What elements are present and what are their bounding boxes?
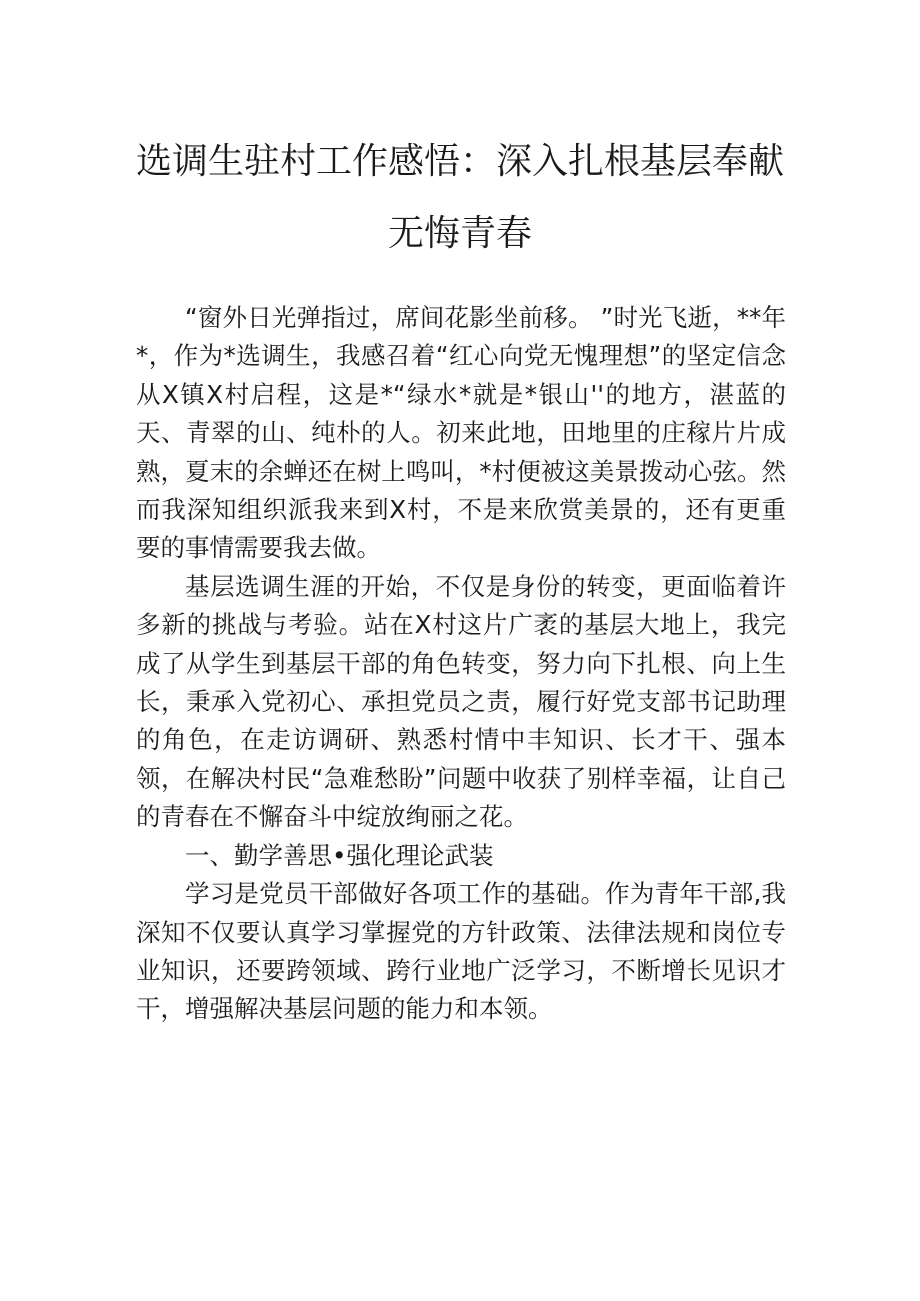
paragraph: 学习是党员干部做好各项工作的基础。作为青年干部,我深知不仅要认真学习掌握党的方针政策、法律法规和岗位专业知识，还要跨领域、跨行业地广泛学习，不断增长见识才干，增强解决基层问题的能力和本领。	[136, 879, 786, 1024]
section-heading: 一、勤学善思•强化理论武装	[185, 840, 494, 870]
paragraph: “窗外日光弹指过，席间花影坐前移。 ”时光飞逝，**年*，作为*选调生，我感召着“红心向党无愧理想”的坚定信念从X镇X村启程，这是*“绿水*就是*银山''的地方，湛蓝的天、青翠的山、纯朴的人。初来此地，田地里的庄稼片片成熟，夏末的余蝉还在树上鸣叫，*村便被这美景拨动心弦。然而我深知组织派我来到X村，不是来欣赏美景的，还有更重要的事情需要我去做。	[136, 303, 786, 563]
document-title: 选调生驻村工作感悟：深入扎根基层奉献无悔青春	[135, 141, 784, 254]
paragraph: 基层选调生涯的开始，不仅是身份的转变，更面临着许多新的挑战与考验。站在X村这片广袤的基层大地上，我完成了从学生到基层干部的角色转变，努力向下扎根、向上生长，秉承入党初心、承担党员之责，履行好党支部书记助理的角色，在走访调研、熟悉村情中丰知识、长才干、强本领，在解决村民“急难愁盼”问题中收获了别样幸福，让自己的青春在不懈奋斗中绽放绚丽之花。	[136, 571, 786, 832]
document-body	[136, 299, 786, 1029]
